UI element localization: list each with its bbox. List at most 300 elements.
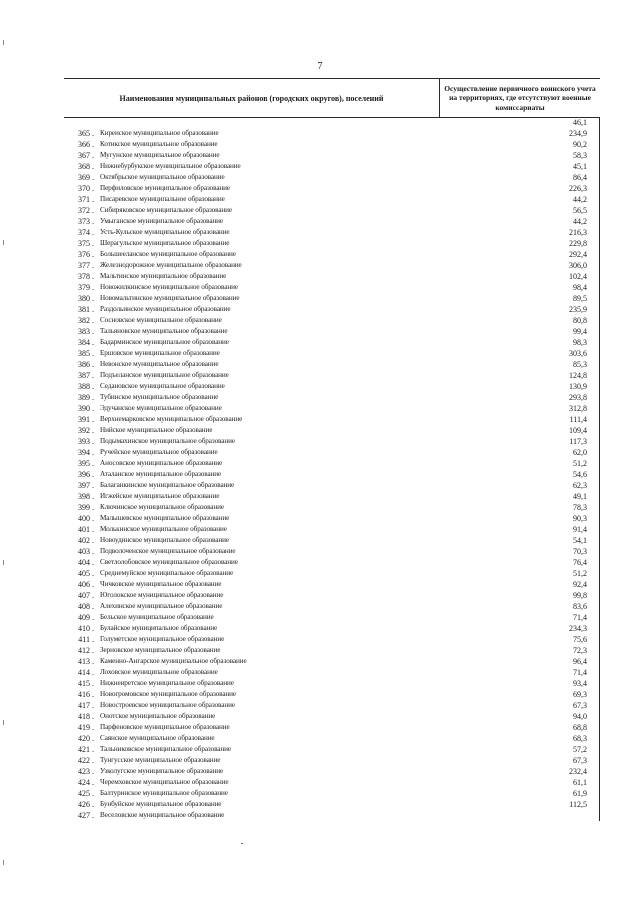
- row-municipality-name: Бунбуйское муниципальное образование: [100, 800, 222, 808]
- row-number-dot: .: [92, 492, 94, 501]
- table-row: [64, 183, 599, 194]
- row-number: 366: [78, 140, 90, 149]
- row-value: 293,8: [569, 393, 587, 402]
- table-row: [64, 711, 599, 722]
- row-number: 396: [78, 470, 90, 479]
- row-municipality-name: Ручейское муниципальное образование: [100, 448, 218, 456]
- table-row: [64, 700, 599, 711]
- row-municipality-name: Чичковское муниципальное образование: [100, 580, 222, 588]
- row-municipality-name: Балтуринское муниципальное образование: [100, 789, 228, 797]
- table-row: [64, 282, 599, 293]
- row-value: 109,4: [569, 426, 587, 435]
- table-row: [64, 381, 599, 392]
- row-number-dot: .: [92, 140, 94, 149]
- carry-over-row: [440, 118, 600, 128]
- row-number-dot: .: [92, 602, 94, 611]
- row-number-dot: .: [92, 228, 94, 237]
- row-value: 69,3: [573, 690, 587, 699]
- row-value: 80,8: [573, 316, 587, 325]
- row-number-dot: .: [92, 580, 94, 589]
- row-municipality-name: Подъеланское муниципальное образование: [100, 371, 229, 379]
- table-row: [64, 667, 599, 678]
- row-value: 102,4: [569, 272, 587, 281]
- row-number: 398: [78, 492, 90, 501]
- row-municipality-name: Нижнебурбукское муниципальное образование: [100, 162, 241, 170]
- table-row: [64, 480, 599, 491]
- row-number-dot: .: [92, 294, 94, 303]
- table-row: [64, 601, 599, 612]
- row-number: 383: [78, 327, 90, 336]
- row-value: 234,3: [569, 624, 587, 633]
- row-number: 388: [78, 382, 90, 391]
- row-number-dot: .: [92, 404, 94, 413]
- row-value: 98,3: [573, 338, 587, 347]
- row-municipality-name: Подволоченское муниципальное образование: [100, 547, 236, 555]
- row-municipality-name: Лоховское муниципальное образование: [100, 668, 218, 676]
- row-number: 424: [78, 778, 90, 787]
- row-number: 379: [78, 283, 90, 292]
- row-value: 292,4: [569, 250, 587, 259]
- row-value: 216,3: [569, 228, 587, 237]
- table-row: [64, 392, 599, 403]
- table-row: [64, 128, 599, 139]
- row-value: 57,2: [573, 745, 587, 754]
- table-row: [64, 425, 599, 436]
- row-value: 235,9: [569, 305, 587, 314]
- table-row: [64, 304, 599, 315]
- table-row: [64, 491, 599, 502]
- row-value: 91,4: [573, 525, 587, 534]
- row-municipality-name: Булайское муниципальное образование: [100, 624, 218, 632]
- row-number: 384: [78, 338, 90, 347]
- row-number-dot: .: [92, 613, 94, 622]
- table-row: [64, 216, 599, 227]
- page-number: 7: [317, 61, 323, 72]
- row-number-dot: .: [92, 514, 94, 523]
- row-value: 78,3: [573, 503, 587, 512]
- row-number-dot: .: [92, 173, 94, 182]
- row-number: 380: [78, 294, 90, 303]
- row-value: 68,8: [573, 723, 587, 732]
- row-number: 371: [78, 195, 90, 204]
- row-number-dot: .: [92, 712, 94, 721]
- row-municipality-name: Тунгусское муниципальное образование: [100, 756, 221, 764]
- row-municipality-name: Каменно-Ангарское муниципальное образование: [100, 657, 247, 665]
- table-row: [64, 623, 599, 634]
- row-value: 303,6: [569, 349, 587, 358]
- table-row: [64, 150, 599, 161]
- table-row: [64, 689, 599, 700]
- row-municipality-name: Юголокское муниципальное образование: [100, 591, 224, 599]
- table-row: [64, 271, 599, 282]
- row-number: 369: [78, 173, 90, 182]
- row-value: 45,1: [573, 162, 587, 171]
- row-value: 62,3: [573, 481, 587, 490]
- row-number: 387: [78, 371, 90, 380]
- row-value: 232,4: [569, 767, 587, 776]
- row-value: 98,4: [573, 283, 587, 292]
- row-municipality-name: Тубинское муниципальное образование: [100, 393, 219, 401]
- row-value: 117,3: [569, 437, 587, 446]
- row-number-dot: .: [92, 470, 94, 479]
- table-row: [64, 172, 599, 183]
- row-value: 76,4: [573, 558, 587, 567]
- row-number: 391: [78, 415, 90, 424]
- row-number: 385: [78, 349, 90, 358]
- carry-over-value: 46,1: [573, 118, 587, 127]
- row-value: 130,9: [569, 382, 587, 391]
- row-value: 312,8: [569, 404, 587, 413]
- row-municipality-name: Котикское муниципальное образование: [100, 140, 218, 148]
- row-number: 389: [78, 393, 90, 402]
- row-municipality-name: Октябрьское муниципальное образование: [100, 173, 225, 181]
- table-row: [64, 447, 599, 458]
- table-row: [64, 722, 599, 733]
- row-value: 93,4: [573, 679, 587, 688]
- row-municipality-name: Светлолобовское муниципальное образование: [100, 558, 238, 566]
- row-number-dot: .: [92, 371, 94, 380]
- row-value: 56,5: [573, 206, 587, 215]
- table-row: [64, 249, 599, 260]
- row-municipality-name: Веселовское муниципальное образование: [100, 811, 225, 819]
- row-number-dot: .: [92, 459, 94, 468]
- row-number: 406: [78, 580, 90, 589]
- row-number-dot: .: [92, 525, 94, 534]
- row-value: 51,2: [573, 459, 587, 468]
- row-number: 425: [78, 789, 90, 798]
- row-number: 382: [78, 316, 90, 325]
- row-number-dot: .: [92, 536, 94, 545]
- row-number-dot: .: [92, 679, 94, 688]
- row-value: 89,5: [573, 294, 587, 303]
- row-number: 410: [78, 624, 90, 633]
- row-municipality-name: Молькинское муниципальное образование: [100, 525, 227, 533]
- row-number: 411: [78, 635, 90, 644]
- table-row: [64, 414, 599, 425]
- row-number: 413: [78, 657, 90, 666]
- table-header: [64, 78, 600, 118]
- table-row: [64, 403, 599, 414]
- row-municipality-name: Эдучанское муниципальное образование: [100, 404, 222, 412]
- row-municipality-name: Ключинское муниципальное образование: [100, 503, 224, 511]
- row-municipality-name: Саянское муниципальное образование: [100, 734, 215, 742]
- row-number-dot: .: [92, 305, 94, 314]
- row-number-dot: .: [92, 129, 94, 138]
- row-number-dot: .: [92, 745, 94, 754]
- row-number-dot: .: [92, 767, 94, 776]
- table-row: [64, 612, 599, 623]
- table-row: [64, 810, 599, 821]
- row-municipality-name: Усть-Кульское муниципальное образование: [100, 228, 230, 236]
- row-number-dot: .: [92, 250, 94, 259]
- row-municipality-name: Онотское муниципальное образование: [100, 712, 216, 720]
- row-value: 49,1: [573, 492, 587, 501]
- row-municipality-name: Перфиловское муниципальное образование: [100, 184, 231, 192]
- row-number-dot: .: [92, 701, 94, 710]
- row-number: 404: [78, 558, 90, 567]
- row-municipality-name: Аносовское муниципальное образование: [100, 459, 223, 467]
- row-number-dot: .: [92, 657, 94, 666]
- row-number-dot: .: [92, 393, 94, 402]
- row-number: 365: [78, 129, 90, 138]
- row-municipality-name: Аталанское муниципальное образование: [100, 470, 222, 478]
- table-row: [64, 205, 599, 216]
- row-number: 368: [78, 162, 90, 171]
- row-municipality-name: Новожилкинское муниципальное образование: [100, 283, 238, 291]
- row-number: 409: [78, 613, 90, 622]
- table-row: [64, 260, 599, 271]
- row-number-dot: .: [92, 327, 94, 336]
- row-municipality-name: Киреиское муниципальное образование: [100, 129, 219, 137]
- row-number-dot: .: [92, 723, 94, 732]
- row-municipality-name: Мальтинское муниципальное образование: [100, 272, 227, 280]
- row-value: 90,2: [573, 140, 587, 149]
- table-row: [64, 656, 599, 667]
- row-number: 420: [78, 734, 90, 743]
- table-row: [64, 227, 599, 238]
- row-value: 229,8: [569, 239, 587, 248]
- row-value: 62,0: [573, 448, 587, 457]
- row-number: 405: [78, 569, 90, 578]
- row-number-dot: .: [92, 360, 94, 369]
- row-number-dot: .: [92, 789, 94, 798]
- row-municipality-name: Балаганкинское муниципальное образование: [100, 481, 235, 489]
- row-value: 83,6: [573, 602, 587, 611]
- row-number-dot: .: [92, 206, 94, 215]
- row-value: 112,5: [569, 800, 587, 809]
- row-value: 99,8: [573, 591, 587, 600]
- row-number-dot: .: [92, 690, 94, 699]
- row-value: 44,2: [573, 217, 587, 226]
- row-municipality-name: Алехинское муниципальное образование: [100, 602, 223, 610]
- row-municipality-name: Бадарминское муниципальное образование: [100, 338, 229, 346]
- row-number-dot: .: [92, 503, 94, 512]
- row-number: 381: [78, 305, 90, 314]
- row-number: 402: [78, 536, 90, 545]
- row-value: 75,6: [573, 635, 587, 644]
- row-municipality-name: Мугунское муниципальное образование: [100, 151, 220, 159]
- row-value: 226,3: [569, 184, 587, 193]
- row-number: 416: [78, 690, 90, 699]
- row-number: 375: [78, 239, 90, 248]
- row-value: 72,3: [573, 646, 587, 655]
- row-number: 418: [78, 712, 90, 721]
- table-row: [64, 579, 599, 590]
- row-number: 419: [78, 723, 90, 732]
- row-number-dot: .: [92, 151, 94, 160]
- scan-edge-mark: [3, 560, 4, 565]
- row-number: 370: [78, 184, 90, 193]
- row-number-dot: .: [92, 811, 94, 820]
- row-number: 401: [78, 525, 90, 534]
- row-municipality-name: Сибиряковское муниципальное образование: [100, 206, 233, 214]
- row-municipality-name: Голуметское муниципальное образование: [100, 635, 225, 643]
- row-number: 393: [78, 437, 90, 446]
- row-number: 372: [78, 206, 90, 215]
- row-value: 70,3: [573, 547, 587, 556]
- row-value: 71,4: [573, 668, 587, 677]
- row-number-dot: .: [92, 382, 94, 391]
- row-number-dot: .: [92, 635, 94, 644]
- table-row: [64, 469, 599, 480]
- row-municipality-name: Нийское муниципальное образование: [100, 426, 213, 434]
- scan-edge-mark: [3, 40, 4, 45]
- row-value: 61,9: [573, 789, 587, 798]
- row-number-dot: .: [92, 437, 94, 446]
- row-number-dot: .: [92, 558, 94, 567]
- row-number-dot: .: [92, 415, 94, 424]
- row-municipality-name: Шерагульское муниципальное образование: [100, 239, 230, 247]
- row-municipality-name: Игжейское муниципальное образование: [100, 492, 220, 500]
- table-row: [64, 535, 599, 546]
- row-number: 417: [78, 701, 90, 710]
- row-number-dot: .: [92, 239, 94, 248]
- row-municipality-name: Зерновское муниципальное образование: [100, 646, 221, 654]
- row-number: 367: [78, 151, 90, 160]
- row-number: 377: [78, 261, 90, 270]
- row-number: 376: [78, 250, 90, 259]
- row-municipality-name: Железнодорожное муниципальное образование: [100, 261, 242, 269]
- row-number: 422: [78, 756, 90, 765]
- row-number: 373: [78, 217, 90, 226]
- scan-dot: [241, 843, 243, 844]
- table-row: [64, 370, 599, 381]
- row-value: 51,2: [573, 569, 587, 578]
- row-number: 386: [78, 360, 90, 369]
- row-number-dot: .: [92, 800, 94, 809]
- row-number: 415: [78, 679, 90, 688]
- row-value: 67,3: [573, 756, 587, 765]
- row-municipality-name: Ершовское муниципальное образование: [100, 349, 220, 357]
- row-value: 94,0: [573, 712, 587, 721]
- row-value: 85,3: [573, 360, 587, 369]
- row-number-dot: .: [92, 547, 94, 556]
- row-municipality-name: Большееланское муниципальное образование: [100, 250, 236, 258]
- row-municipality-name: Умыганское муниципальное образование: [100, 217, 224, 225]
- row-value: 234,9: [569, 129, 587, 138]
- table-row: [64, 326, 599, 337]
- table-row: [64, 744, 599, 755]
- table-row: [64, 788, 599, 799]
- table-row: [64, 458, 599, 469]
- row-number-dot: .: [92, 283, 94, 292]
- scan-edge-mark: [3, 240, 4, 245]
- row-municipality-name: Черемховское муниципальное образование: [100, 778, 229, 786]
- table-row: [64, 238, 599, 249]
- row-number: 414: [78, 668, 90, 677]
- row-value: 99,4: [573, 327, 587, 336]
- row-number: 403: [78, 547, 90, 556]
- row-value: 54,1: [573, 536, 587, 545]
- row-number-dot: .: [92, 778, 94, 787]
- table-row: [64, 315, 599, 326]
- table-row: [64, 348, 599, 359]
- row-value: 71,4: [573, 613, 587, 622]
- row-number: 397: [78, 481, 90, 490]
- table-row: [64, 436, 599, 447]
- row-value: 92,4: [573, 580, 587, 589]
- row-number-dot: .: [92, 316, 94, 325]
- row-municipality-name: Невонское муниципальное образование: [100, 360, 219, 368]
- row-number: 392: [78, 426, 90, 435]
- table-row: [64, 777, 599, 788]
- row-number-dot: .: [92, 734, 94, 743]
- row-number: 407: [78, 591, 90, 600]
- row-municipality-name: Верхнемарковское муниципальное образование: [100, 415, 243, 423]
- table-row: [64, 337, 599, 348]
- table-row: [64, 766, 599, 777]
- row-municipality-name: Писаревское муниципальное образование: [100, 195, 225, 203]
- row-number: 427: [78, 811, 90, 820]
- row-number-dot: .: [92, 184, 94, 193]
- scan-edge-mark: [3, 720, 4, 725]
- row-number: 394: [78, 448, 90, 457]
- table-row: [64, 139, 599, 150]
- row-value: 111,4: [569, 415, 587, 424]
- table-row: [64, 568, 599, 579]
- allocation-table: [64, 78, 600, 821]
- row-municipality-name: Новомальтинское муниципальное образование: [100, 294, 240, 302]
- row-value: 86,4: [573, 173, 587, 182]
- row-number-dot: .: [92, 569, 94, 578]
- row-number-dot: .: [92, 338, 94, 347]
- row-value: 58,3: [573, 151, 587, 160]
- table-row: [64, 799, 599, 810]
- table-row: [64, 513, 599, 524]
- value-column-header: Осуществление первичного воинского учета на территориях, где отсутствуют военные комиссариаты: [444, 83, 596, 112]
- row-number: 374: [78, 228, 90, 237]
- row-number: 399: [78, 503, 90, 512]
- row-municipality-name: Новостроевское муниципальное образование: [100, 701, 235, 709]
- table-row: [64, 557, 599, 568]
- row-value: 54,6: [573, 470, 587, 479]
- table-row: [64, 590, 599, 601]
- table-row: [64, 733, 599, 744]
- row-municipality-name: Нижнеиретское муниципальное образование: [100, 679, 234, 687]
- table-row: [64, 634, 599, 645]
- row-number: 408: [78, 602, 90, 611]
- row-number-dot: .: [92, 349, 94, 358]
- row-number-dot: .: [92, 668, 94, 677]
- row-number-dot: .: [92, 426, 94, 435]
- row-value: 61,1: [573, 778, 587, 787]
- table-row: [64, 546, 599, 557]
- row-municipality-name: Тальяновское муниципальное образование: [100, 327, 228, 335]
- row-number: 400: [78, 514, 90, 523]
- table-body: [78, 128, 600, 821]
- row-value: 96,4: [573, 657, 587, 666]
- row-municipality-name: Малышевское муниципальное образование: [100, 514, 230, 522]
- row-municipality-name: Подымахинское муниципальное образование: [100, 437, 235, 445]
- row-number-dot: .: [92, 162, 94, 171]
- row-municipality-name: Новогромовское муниципальное образование: [100, 690, 237, 698]
- name-column-header: Наименования муниципальных районов (городских округов), поселений: [64, 79, 440, 117]
- row-municipality-name: Узколугское муниципальное образование: [100, 767, 224, 775]
- row-municipality-name: Раздольинское муниципальное образование: [100, 305, 231, 313]
- row-municipality-name: Сосновское муниципальное образование: [100, 316, 222, 324]
- table-row: [64, 524, 599, 535]
- row-number-dot: .: [92, 217, 94, 226]
- table-row: [64, 755, 599, 766]
- row-municipality-name: Парфеновское муниципальное образование: [100, 723, 230, 731]
- table-row: [64, 678, 599, 689]
- row-municipality-name: Тальниковское муниципальное образование: [100, 745, 231, 753]
- row-number-dot: .: [92, 591, 94, 600]
- row-number: 423: [78, 767, 90, 776]
- table-row: [64, 502, 599, 513]
- row-municipality-name: Новоудинское муниципальное образование: [100, 536, 229, 544]
- row-number: 395: [78, 459, 90, 468]
